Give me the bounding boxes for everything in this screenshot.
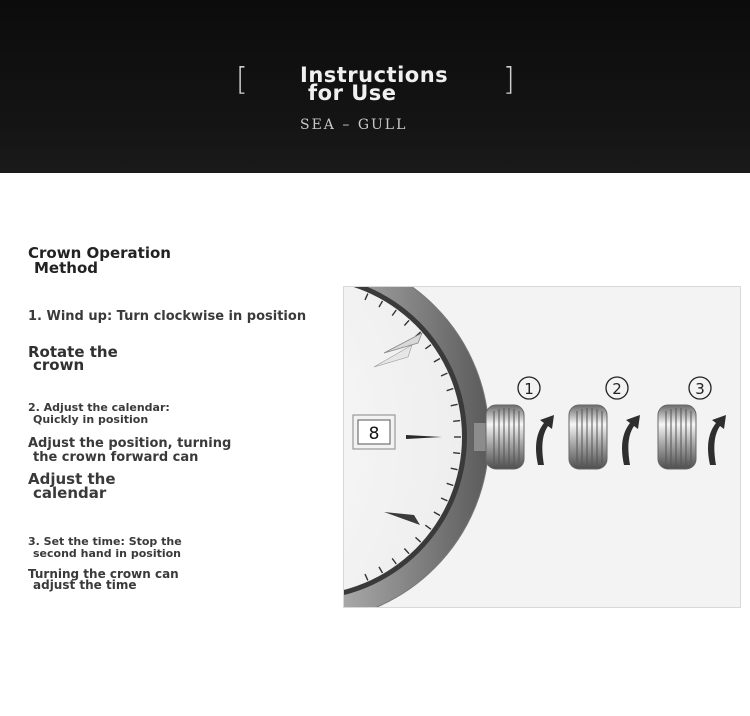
rotate-arrow-icon <box>708 415 726 465</box>
minute-tick <box>453 421 460 422</box>
section-title <box>28 246 171 276</box>
step-1-line: 1. Wind up: Turn clockwise in position <box>28 309 307 324</box>
step-3-text <box>28 536 182 560</box>
bracket-right: ] <box>503 61 515 98</box>
adjust-calendar-line-1: Adjust the <box>28 470 116 488</box>
watch-dial-icon <box>344 287 492 607</box>
position-label-1 <box>518 377 540 399</box>
bracket-left: [ <box>236 61 248 98</box>
adjust-position-text <box>28 437 231 465</box>
step-2-text <box>28 402 170 426</box>
crown-illustration <box>343 286 741 608</box>
step-3-line-2: second hand in position <box>33 547 182 560</box>
brand-logo: SEA – GULL <box>300 117 408 133</box>
page-title <box>300 63 449 105</box>
step-3-line-1: 3. Set the time: Stop the <box>28 535 182 548</box>
crown-icon <box>658 405 696 469</box>
adjust-calendar-text <box>28 472 116 500</box>
rotate-line-2: crown <box>33 356 85 374</box>
crown-icon <box>486 405 524 469</box>
rotate-crown-text <box>28 343 118 374</box>
crown-icon <box>569 405 607 469</box>
position-label-3-text: 3 <box>695 380 705 398</box>
step-2-line-2: Quickly in position <box>33 413 149 426</box>
position-label-3 <box>689 377 711 399</box>
position-label-2-text: 2 <box>612 380 622 398</box>
position-label-1-text: 1 <box>524 380 534 398</box>
turning-line-2: adjust the time <box>33 578 137 592</box>
minute-tick <box>453 453 460 454</box>
rotate-line-1: Rotate the <box>28 343 118 361</box>
turning-crown-text <box>28 569 179 591</box>
step-1-text <box>28 309 306 324</box>
section-title-line-1: Crown Operation <box>28 244 171 262</box>
adjust-position-line-1: Adjust the position, turning <box>28 436 232 451</box>
title-line-2: for Use <box>308 81 397 105</box>
adjust-position-line-2: the crown forward can <box>33 450 199 465</box>
rotate-arrow-icon <box>622 415 640 465</box>
section-title-line-2: Method <box>34 259 98 277</box>
crown-illustration-svg <box>344 287 740 607</box>
turning-line-1: Turning the crown can <box>28 567 179 581</box>
rotate-arrow-icon <box>536 415 554 465</box>
date-value: 8 <box>368 424 380 444</box>
header-banner <box>0 0 750 173</box>
title-line-1: Instructions <box>300 63 449 87</box>
adjust-calendar-line-2: calendar <box>33 484 107 502</box>
position-label-2 <box>606 377 628 399</box>
step-2-line-1: 2. Adjust the calendar: <box>28 401 170 414</box>
